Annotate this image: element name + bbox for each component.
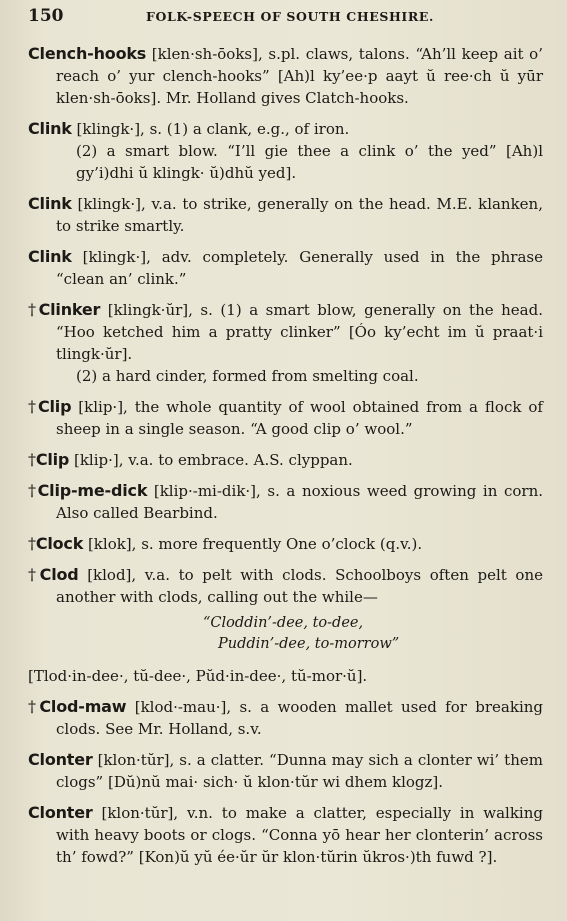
entry-clod [28,564,543,608]
quoted-rhyme [28,613,543,655]
rhyme-line-2: Puddin’-dee, to-morrow” [218,636,400,652]
entry-definition: [klip·-mi-dik·], s. a noxious weed growing in corn. Also called Bearbind. [56,482,543,522]
entry-definition: [klingk·ŭr], s. (1) a smart blow, generally on the head. “Hoo ketched him a pratty clinker” [Óo ky’echt im ŭ praat·i tlingk·ŭr]. [56,301,543,363]
entry-clip-1 [28,396,543,440]
entry-clink-1 [28,118,543,184]
entry-subsense: (2) a hard cinder, formed from smelting coal. [76,367,419,385]
page-number: 150 [28,6,64,26]
entry-definition: [klon·tŭr], v.n. to make a clatter, especially in walking with heavy boots or clogs. “Conna yō hear her clonterin’ across th’ fowd?” [Kon)ŭ yŭ ée·ŭr ŭr klon·tŭrin ŭkros·)th fuwd ?]. [56,804,543,866]
dagger-mark: † [28,481,38,500]
rhyme-line-1: “Cloddin’-dee, to-dee, [203,615,364,631]
entry-headword: Clonter [28,803,93,822]
entry-clonter-2 [28,802,543,868]
entry-clench-hooks [28,43,543,109]
entry-headword [28,534,83,553]
entry-headword [28,450,69,469]
entry-headword [28,397,71,416]
entry-headword: Clench-hooks [28,44,147,63]
page-header [28,0,543,32]
entry-headword: Clink [28,194,72,213]
headword-text: Clip [37,397,72,416]
dagger-mark: † [28,565,40,584]
dagger-mark: † [28,697,40,716]
entry-definition: [klod], v.a. to pelt with clods. Schoolboys often pelt one another with clods, calling out the while— [56,566,543,606]
entry-clink-2 [28,193,543,237]
entry-definition: [klingk·], adv. completely. Generally used in the phrase “clean an’ clink.” [56,248,543,288]
entry-headword: Clonter [28,750,93,769]
entry-subsense: (2) a smart blow. “I’ll gie thee a clink o’ the yed” [Ah)l gy’i)dhi ŭ klingk· ŭ)dhŭ yed]. [76,142,543,182]
headword-text: Clod-maw [39,697,127,716]
headword-text: Clip [35,450,70,469]
entry-headword [28,697,126,716]
entry-clip-2 [28,449,543,471]
entry-clink-3 [28,246,543,290]
entry-definition: [klingk·], s. (1) a clank, e.g., of iron. [76,120,350,138]
headword-text: Clock [35,534,84,553]
entry-definition: [klip·], v.a. to embrace. A.S. clyppan. [73,451,353,469]
entry-definition: [klingk·], v.a. to strike, generally on the head. M.E. klanken, to strike smartly. [56,195,543,235]
entry-clock [28,533,543,555]
entry-headword: Clink [28,247,72,266]
entry-definition: [klon·tŭr], s. a clatter. “Dunna may sich a clonter wi’ them clogs” [Dŭ)nŭ mai· sich· ŭ klon·tŭr wi dhem klogz]. [56,751,543,791]
entry-definition: [klip·], the whole quantity of wool obtained from a flock of sheep in a single season. “A good clip o’ wool.” [56,398,543,438]
entry-clonter-1 [28,749,543,793]
entry-headword: Clink [28,119,72,138]
headword-text: Clod [39,565,79,584]
dagger-mark: † [28,450,36,469]
dagger-mark: † [28,397,38,416]
entry-definition: [klod·-mau·], s. a wooden mallet used for breaking clods. See Mr. Holland, s.v. [56,698,544,738]
entry-headword [28,481,147,500]
rhyme-pronunciation [28,665,543,687]
dagger-mark: † [28,534,36,553]
entry-definition: [klok], s. more frequently One o’clock (q.v.). [87,535,423,553]
entry-definition: [klen·sh-ōoks], s.pl. claws, talons. “Ah’ll keep ait o’ reach o’ yur clench-hooks” [Ah)l ky’ee·p aayt ŭ ree·ch ŭ yūr klen·sh-ōoks]. Mr. Holland gives Clatch-hooks. [56,45,543,107]
entry-clod-maw [28,696,543,740]
dictionary-entries [28,43,543,868]
dagger-mark: † [28,300,39,319]
entry-clip-me-dick [28,480,543,524]
headword-text: Clip-me-dick [37,481,148,500]
headword-text: Clinker [38,300,101,319]
entry-headword [28,300,100,319]
pronunciation-text: [Tlod·in-dee·, tŭ-dee·, Pŭd·in-dee·, tŭ-mor·ŭ]. [28,667,368,685]
running-title: FOLK-SPEECH OF SOUTH CHESHIRE. [146,9,434,24]
entry-clinker [28,299,543,387]
entry-headword [28,565,79,584]
